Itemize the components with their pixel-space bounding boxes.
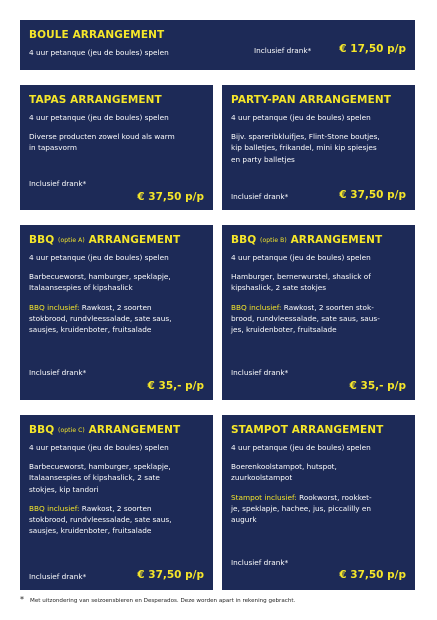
footnote-text: Met uitzondering van seizoensbieren en Desperados. Deze worden apart in rekening gebracht. bbox=[30, 598, 296, 604]
bbq-c-card bbox=[20, 415, 213, 590]
bbq-a-line1: 4 uur petanque (jeu de boules) spelen bbox=[29, 253, 169, 262]
bbq-c-price: € 37,50 p/p bbox=[137, 569, 204, 581]
tapas-desc-2: in tapasvorm bbox=[29, 143, 77, 153]
stampot-incl-2: je, speklapje, hachee, jus, piccalilly en bbox=[231, 503, 372, 513]
stampot-drank: Inclusief drank* bbox=[231, 558, 289, 567]
boule-drank: Inclusief drank* bbox=[254, 46, 312, 55]
tapas-line1: 4 uur petanque (jeu de boules) spelen bbox=[29, 113, 169, 122]
bbq-c-desc-2: Italaansespies of kipshaslick, 2 sate bbox=[29, 473, 160, 483]
bbq-c-line1: 4 uur petanque (jeu de boules) spelen bbox=[29, 443, 169, 452]
boule-title: BOULE ARRANGEMENT bbox=[29, 29, 165, 41]
partypan-desc-1: Bijv. spareribkluifjes, Flint-Stone boutjes, bbox=[231, 132, 380, 142]
bbq-b-desc-2: kipshaslick, 2 sate stokjes bbox=[231, 283, 327, 293]
stampot-desc-1: Boerenkoolstampot, hutspot, bbox=[231, 462, 337, 472]
tapas-drank: Inclusief drank* bbox=[29, 179, 87, 188]
bbq-b-title: BBQ (optie B) ARRANGEMENT bbox=[231, 234, 383, 246]
partypan-card bbox=[222, 85, 415, 210]
tapas-card bbox=[20, 85, 213, 210]
bbq-a-title: BBQ (optie A) ARRANGEMENT bbox=[29, 234, 181, 246]
bbq-a-incl-1: BBQ inclusief: Rawkost, 2 soorten bbox=[29, 302, 152, 312]
bbq-b-drank: Inclusief drank* bbox=[231, 368, 289, 377]
bbq-b-line1: 4 uur petanque (jeu de boules) spelen bbox=[231, 253, 371, 262]
stampot-card bbox=[222, 415, 415, 590]
bbq-c-incl-3: sausjes, kruidenboter, fruitsalade bbox=[29, 526, 152, 536]
bbq-b-incl-1: BBQ inclusief: Rawkost, 2 soorten stok- bbox=[231, 302, 374, 312]
partypan-desc-3: en party balletjes bbox=[231, 154, 295, 164]
bbq-c-desc-3: stokjes, kip tandori bbox=[29, 484, 99, 494]
footnote bbox=[20, 595, 296, 604]
boule-price: € 17,50 p/p bbox=[339, 43, 406, 55]
bbq-b-incl-2: brood, rundvleessalade, sate saus, saus- bbox=[231, 313, 380, 323]
stampot-price: € 37,50 p/p bbox=[339, 569, 406, 581]
partypan-title: PARTY-PAN ARRANGEMENT bbox=[231, 94, 392, 106]
stampot-desc-2: zuurkoolstampot bbox=[231, 473, 293, 483]
partypan-price: € 37,50 p/p bbox=[339, 189, 406, 201]
partypan-desc-2: kip balletjes, frikandel, mini kip spiesjes bbox=[231, 143, 377, 153]
partypan-line1: 4 uur petanque (jeu de boules) spelen bbox=[231, 113, 371, 122]
tapas-desc-1: Diverse producten zowel koud als warm bbox=[29, 132, 175, 142]
stampot-title: STAMPOT ARRANGEMENT bbox=[231, 424, 384, 436]
bbq-c-incl-1: BBQ inclusief: Rawkost, 2 soorten bbox=[29, 503, 152, 513]
bbq-a-card bbox=[20, 225, 213, 400]
bbq-c-drank: Inclusief drank* bbox=[29, 572, 87, 581]
bbq-b-desc-1: Hamburger, bernerwurstel, shaslick of bbox=[231, 272, 371, 282]
bbq-a-desc-2: Italaansespies of kipshaslick bbox=[29, 283, 133, 293]
bbq-c-incl-2: stokbrood, rundvleessalade, sate saus, bbox=[29, 515, 172, 525]
bbq-a-drank: Inclusief drank* bbox=[29, 368, 87, 377]
bbq-c-desc-1: Barbecueworst, hamburger, speklapje, bbox=[29, 462, 171, 472]
tapas-title: TAPAS ARRANGEMENT bbox=[29, 94, 162, 106]
boule-line1: 4 uur petanque (jeu de boules) spelen bbox=[29, 48, 169, 57]
bbq-a-desc-1: Barbecueworst, hamburger, speklapje, bbox=[29, 272, 171, 282]
tapas-price: € 37,50 p/p bbox=[137, 191, 204, 203]
bbq-a-price: € 35,- p/p bbox=[147, 380, 204, 392]
bbq-a-incl-3: sausjes, kruidenboter, fruitsalade bbox=[29, 325, 152, 335]
bbq-b-price: € 35,- p/p bbox=[349, 380, 406, 392]
bbq-c-title: BBQ (optie C) ARRANGEMENT bbox=[29, 424, 181, 436]
bbq-b-incl-3: jes, kruidenboter, fruitsalade bbox=[231, 325, 337, 335]
bbq-a-incl-2: stokbrood, rundvleessalade, sate saus, bbox=[29, 313, 172, 323]
boule-card bbox=[20, 20, 415, 70]
footnote-mark: * bbox=[20, 595, 24, 604]
stampot-line1: 4 uur petanque (jeu de boules) spelen bbox=[231, 443, 371, 452]
stampot-incl-3: augurk bbox=[231, 515, 257, 525]
bbq-b-card bbox=[222, 225, 415, 400]
stampot-incl-1: Stampot inclusief: Rookworst, rookket- bbox=[231, 492, 372, 502]
partypan-drank: Inclusief drank* bbox=[231, 192, 289, 201]
